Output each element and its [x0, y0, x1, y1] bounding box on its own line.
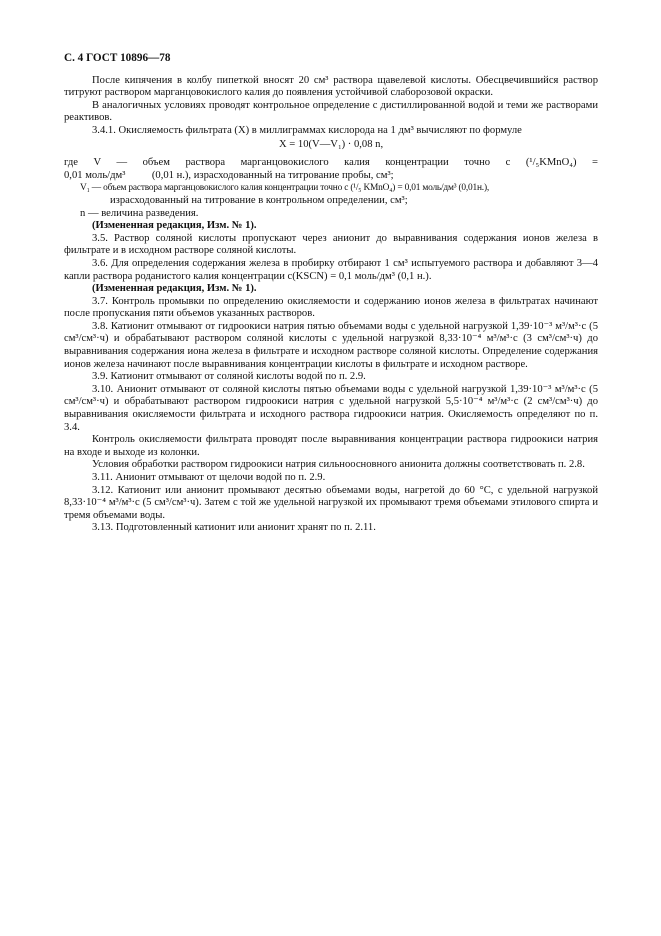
page-header: С. 4 ГОСТ 10896—78 [64, 52, 171, 64]
paragraph-3-5: 3.5. Раствор соляной кислоты пропускают через анионит до выравнивания содержания ионов железа в фильтрате и в исходном растворе соляной кислоты. [64, 232, 598, 257]
revision-note-1: (Измененная редакция, Изм. № 1). [92, 220, 257, 232]
paragraph-3-4-1: 3.4.1. Окисляемость фильтрата (X) в миллиграммах кислорода на 1 дм³ вычисляют по формуле [92, 124, 522, 136]
document-page [64, 52, 598, 535]
paragraph-3-13: 3.13. Подготовленный катионит или анионит хранят по п. 2.11. [92, 522, 376, 534]
paragraph-boiling: После кипячения в колбу пипеткой вносят 20 см³ раствора щавелевой кислоты. Обесцвечившийся раствор титруют раствором марганцовокислого калия до появления устойчивой слаборозовой окраски. [64, 74, 598, 99]
paragraph-3-10-conditions: Условия обработки раствором гидроокиси натрия сильноосновного анионита должны соответствовать п. 2.8. [92, 459, 585, 471]
paragraph-3-8: 3.8. Катионит отмывают от гидроокиси натрия пятью объемами воды с удельной нагрузкой 1,39·10⁻³ м³/м³·с (5 см³/см³·ч) и обрабатывают раствором соляной кислоты с удельной нагрузкой 8,33·10⁻⁴ м³/м³·с (3 см³/см³·ч) до выравнивания содержания иона железа в фильтрате и исходном растворе соляной кислоты. Определение содержания ионов железа начинают после выравнивания концентрации кислоты в фильтрате и исходном растворе. [64, 320, 598, 370]
definition-v1-line1: V₁ — объем раствора марганцовокислого калия концентрации точно c (¹/₅ KMnO₄) = 0,01 моль/дм³ (0,01н.), [80, 183, 490, 194]
paragraph-3-9: 3.9. Катионит отмывают от соляной кислоты водой по п. 2.9. [92, 371, 366, 383]
definition-v1-line2: израсходованный на титрование в контрольном определении, см³; [110, 194, 408, 206]
paragraph-3-6: 3.6. Для определения содержания железа в пробирку отбирают 1 см³ испытуемого раствора и добавляют 3—4 капли раствора роданистого калия концентрации c(KSCN) = 0,1 моль/дм³ (0,1 н.). [64, 257, 598, 282]
revision-note-2: (Измененная редакция, Изм. № 1). [92, 283, 257, 295]
definition-v-line1: где V — объем раствора марганцовокислого калия концентрации точно c (¹/₅KMnO₄) = [64, 157, 598, 169]
oxidability-formula: X = 10(V—V₁) · 0,08 n, [279, 138, 384, 150]
paragraph-control-determination: В аналогичных условиях проводят контрольное определение с дистиллированной водой и теми же растворами реактивов. [64, 99, 598, 124]
definition-v-line2: 0,01 моль/дм³ (0,01 н.), израсходованный на титрование пробы, см³; [64, 169, 394, 181]
paragraph-3-12: 3.12. Катионит или анионит промывают десятью объемами воды, нагретой до 60 °С, с удельной нагрузкой 8,33·10⁻⁴ м³/м³·с (5 см³/см³·ч). Затем с той же удельной нагрузкой их промывают тремя объемами этилового спирта и тремя объемами воды. [64, 484, 598, 521]
definition-n: n — величина разведения. [80, 207, 199, 219]
paragraph-3-10-control: Контроль окисляемости фильтрата проводят после выравнивания концентрации раствора гидроокиси натрия на входе и выходе из колонки. [64, 434, 598, 458]
paragraph-3-10: 3.10. Анионит отмывают от соляной кислоты пятью объемами воды с удельной нагрузкой 1,39·10⁻³ м³/м³·с (5 см³/см³·ч) и обрабатывают раствором гидроокиси натрия с удельной нагрузкой 5,5·10⁻⁴ м³/м³·с (2 см³/см³·ч) до выравнивания окисляемости фильтрата и исходного раствора гидроокиси натрия. Окисляемость определяют по п. 3.4. [64, 383, 598, 433]
paragraph-3-7: 3.7. Контроль промывки по определению окисляемости и содержанию ионов железа в фильтратах начинают после пропускания пяти объемов указанных растворов. [64, 295, 598, 320]
paragraph-3-11: 3.11. Анионит отмывают от щелочи водой по п. 2.9. [92, 472, 326, 483]
